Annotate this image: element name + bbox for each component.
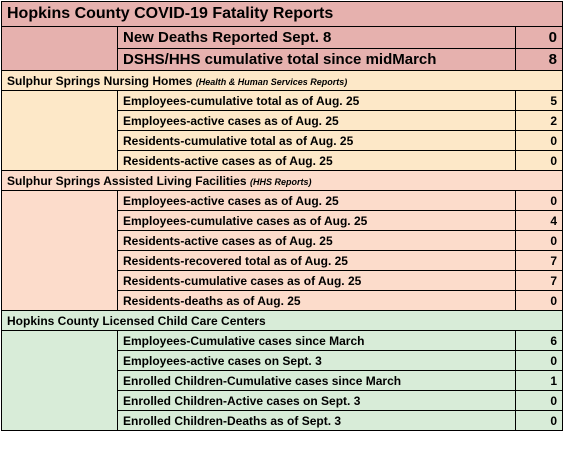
nursing-blank-cell [2,91,118,171]
childcare-row-value: 1 [516,371,563,391]
childcare-section-heading: Hopkins County Licensed Child Care Centers [2,311,563,331]
assisted-row-label: Residents-recovered total as of Aug. 25 [118,251,516,271]
assisted-row-label: Residents-cumulative cases as of Aug. 25 [118,271,516,291]
assisted-row-value: 4 [516,211,563,231]
fatality-label: DSHS/HHS cumulative total since midMarch [118,49,516,71]
nursing-row-label: Residents-active cases as of Aug. 25 [118,151,516,171]
childcare-row-value: 0 [516,351,563,371]
childcare-row-value: 0 [516,391,563,411]
assisted-heading-subtitle: (HHS Reports) [249,176,312,187]
childcare-row-label: Enrolled Children-Active cases on Sept. 3 [118,391,516,411]
childcare-row-label: Enrolled Children-Deaths as of Sept. 3 [118,411,516,431]
assisted-blank-cell [2,191,118,311]
fatality-label: New Deaths Reported Sept. 8 [118,27,516,49]
nursing-section-heading [2,71,563,91]
nursing-row-label: Employees-cumulative total as of Aug. 25 [118,91,516,111]
assisted-row-value: 7 [516,251,563,271]
fatality-blank-cell [2,27,118,71]
childcare-row-value: 0 [516,411,563,431]
assisted-row-value: 7 [516,271,563,291]
nursing-row-label: Employees-active cases as of Aug. 25 [118,111,516,131]
childcare-row-label: Employees-Cumulative cases since March [118,331,516,351]
fatality-value: 0 [516,27,563,49]
fatality-report-table [1,1,563,431]
nursing-row-value: 0 [516,131,563,151]
assisted-section-heading [2,171,563,191]
assisted-row-label: Residents-active cases as of Aug. 25 [118,231,516,251]
assisted-row-value: 0 [516,291,563,311]
nursing-heading-subtitle: (Health & Human Services Reports) [195,76,348,87]
childcare-row-value: 6 [516,331,563,351]
nursing-row-label: Residents-cumulative total as of Aug. 25 [118,131,516,151]
report-title: Hopkins County COVID-19 Fatality Reports [2,2,563,27]
assisted-row-value: 0 [516,191,563,211]
childcare-row-label: Enrolled Children-Cumulative cases since March [118,371,516,391]
assisted-row-value: 0 [516,231,563,251]
nursing-heading-text: Sulphur Springs Nursing Homes [7,73,193,88]
assisted-row-label: Employees-active cases as of Aug. 25 [118,191,516,211]
nursing-row-value: 5 [516,91,563,111]
assisted-heading-text: Sulphur Springs Assisted Living Facilities [7,173,247,188]
nursing-row-value: 2 [516,111,563,131]
nursing-row-value: 0 [516,151,563,171]
childcare-blank-cell [2,331,118,431]
assisted-row-label: Residents-deaths as of Aug. 25 [118,291,516,311]
assisted-row-label: Employees-cumulative cases as of Aug. 25 [118,211,516,231]
fatality-value: 8 [516,49,563,71]
childcare-row-label: Employees-active cases on Sept. 3 [118,351,516,371]
